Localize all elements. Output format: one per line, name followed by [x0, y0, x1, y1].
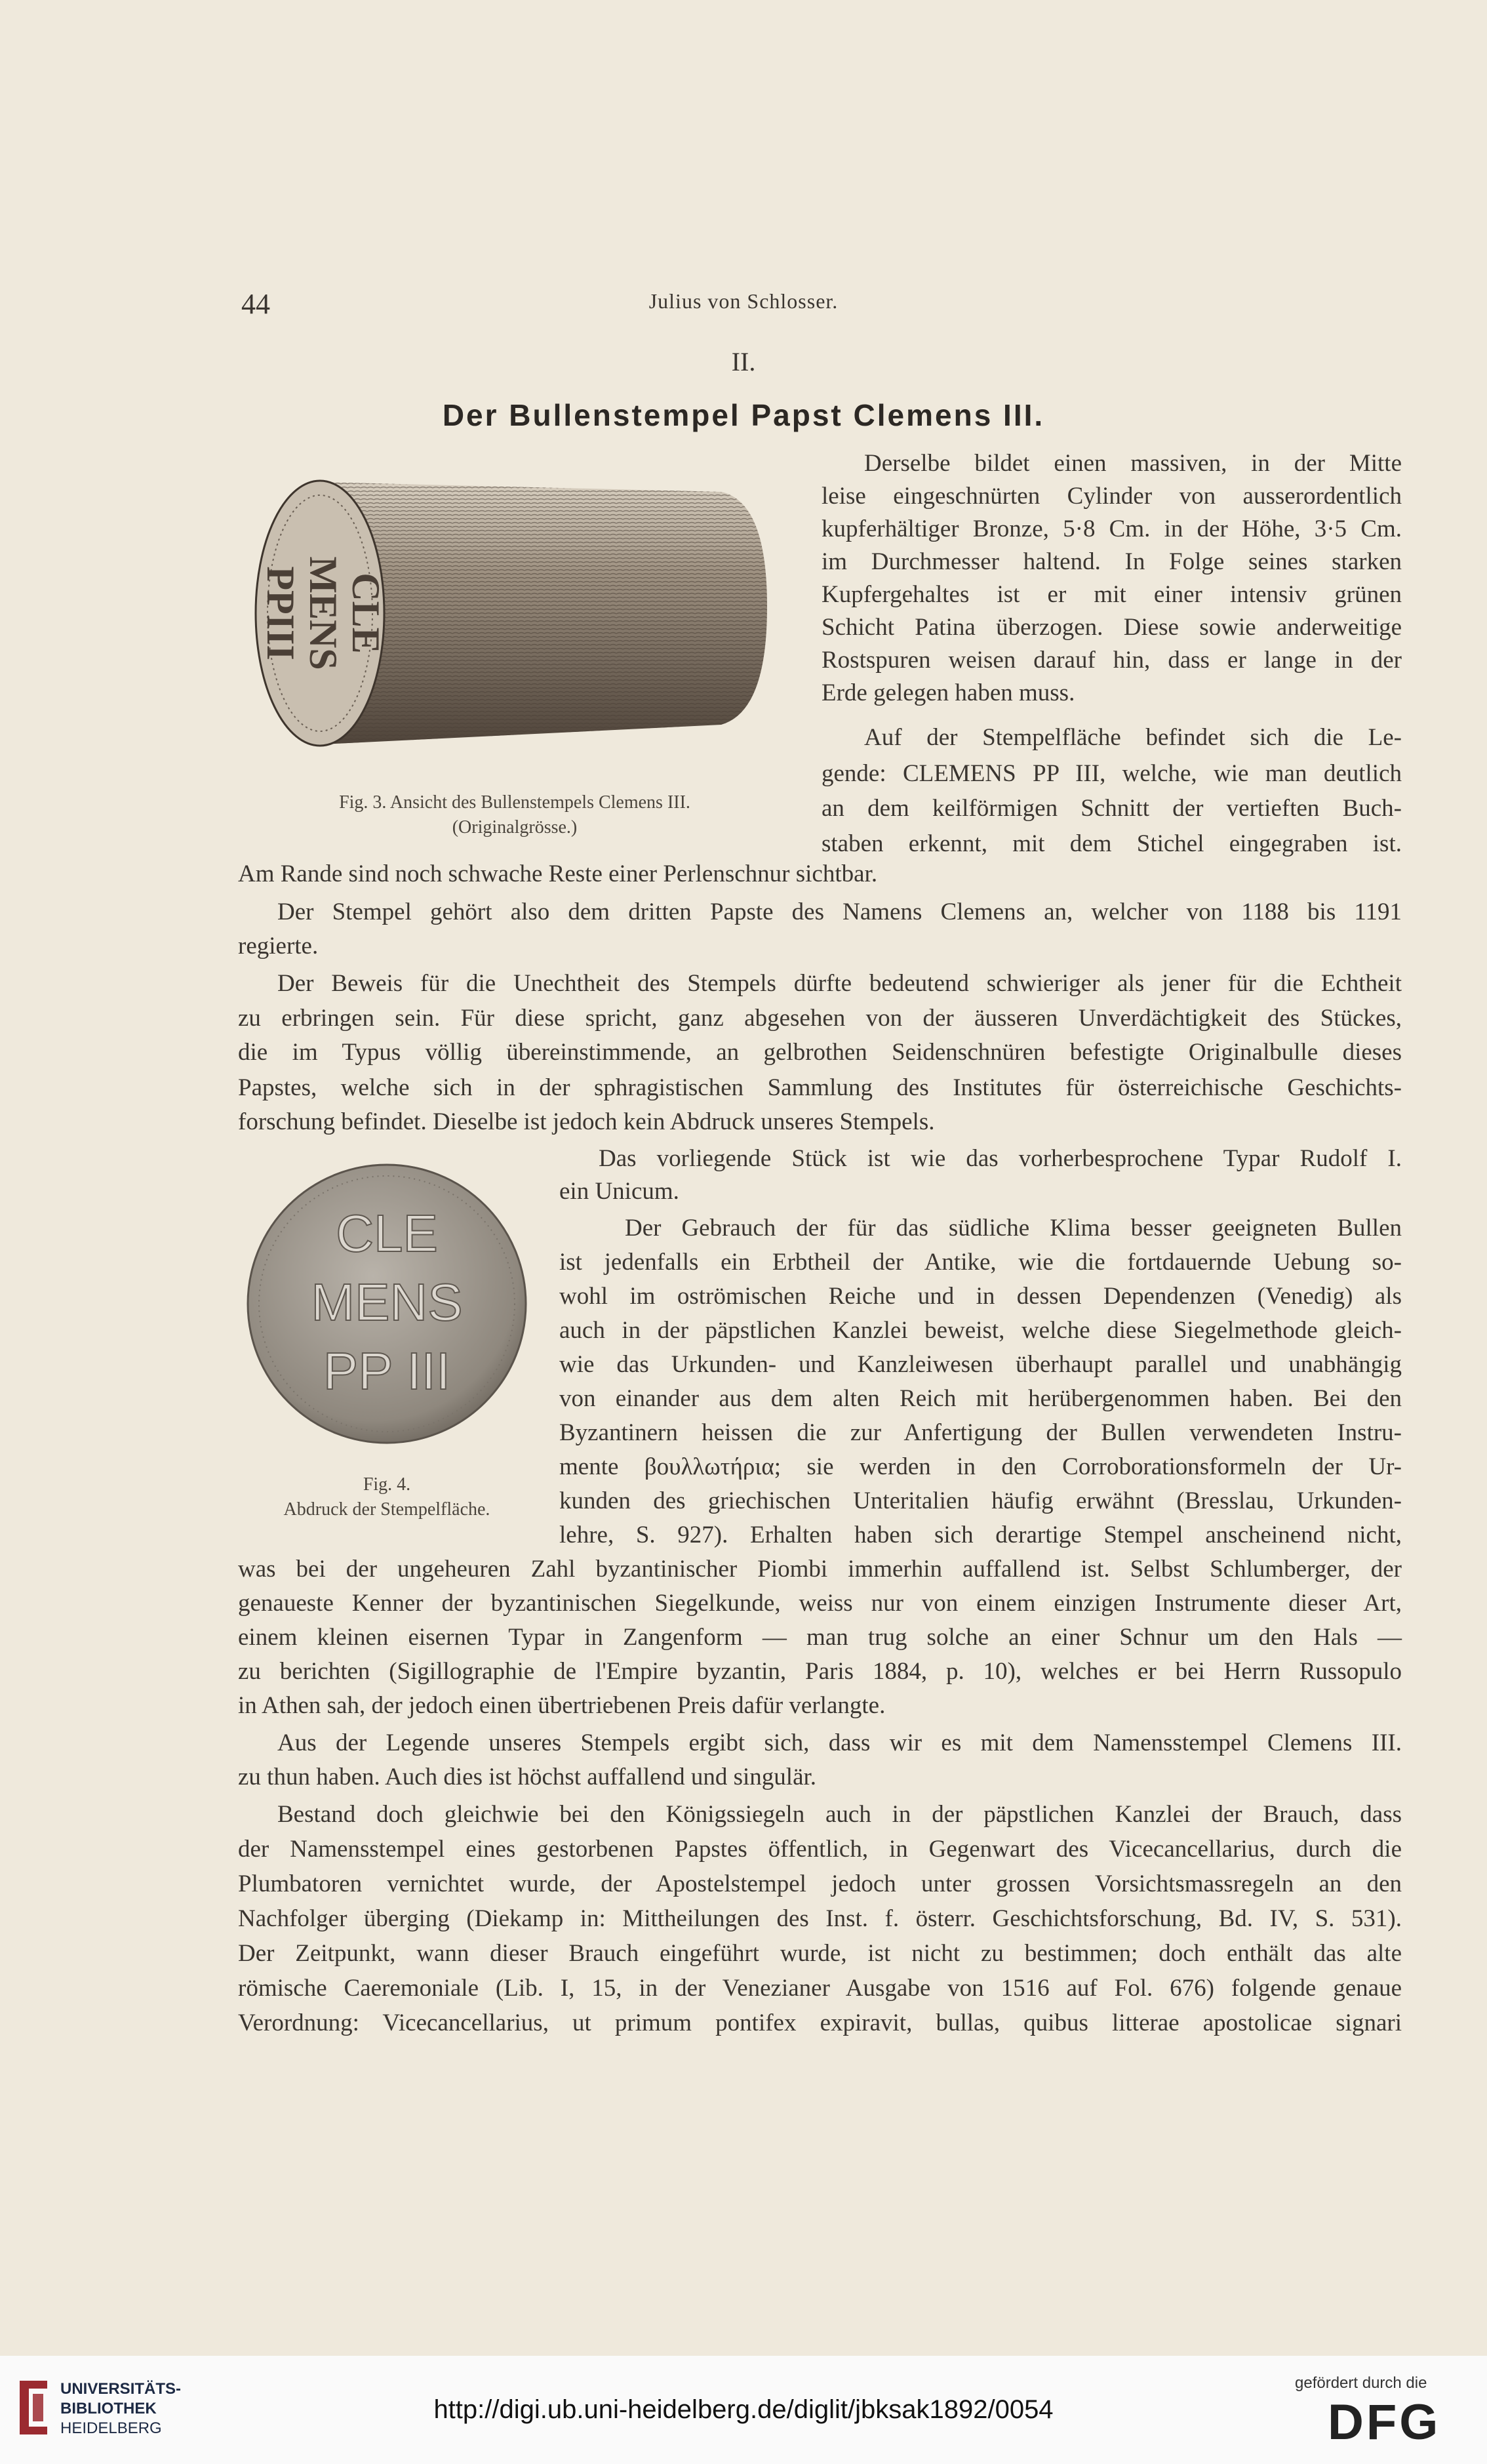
text-line: Kupfergehaltes ist er mit einer intensiv grünen: [822, 581, 1402, 608]
text-line: leise eingeschnürten Cylinder von ausserordentlich: [822, 483, 1402, 510]
svg-text:CLE: CLE: [344, 573, 387, 654]
text-line: Erde gelegen haben muss.: [822, 679, 1075, 706]
text-line: Nachfolger überging (Diekamp in: Mittheilungen des Inst. f. österr. Geschichtsforschung, Bd. IV, S. 531).: [238, 1905, 1402, 1932]
text-line: Byzantinern heissen die zur Anfertigung der Bullen verwendeten Instru-: [559, 1419, 1402, 1446]
figure-4-caption-line1: Fig. 4.: [363, 1474, 411, 1495]
text-line: Auf der Stempelfläche befindet sich die Le-: [864, 724, 1402, 751]
text-line: Derselbe bildet einen massiven, in der Mitte: [864, 450, 1402, 477]
text-line: Der Gebrauch der für das südliche Klima besser geeigneten Bullen: [625, 1215, 1402, 1242]
svg-text:PPIII: PPIII: [259, 566, 302, 660]
svg-text:MENS: MENS: [302, 556, 345, 670]
text-line: römische Caeremoniale (Lib. I, 15, in der Venezianer Ausgabe von 1516 auf Fol. 676) folgende genaue: [238, 1975, 1402, 2002]
text-line: zu erbringen sein. Für diese spricht, ganz abgesehen von der äusseren Unverdächtigkeit des Stückes,: [238, 1005, 1402, 1032]
figure-3-cylinder: [243, 462, 787, 764]
text-line: Papstes, welche sich in der sphragistischen Sammlung des Institutes für österreichische Geschichts-: [238, 1074, 1402, 1101]
text-line: der Namensstempel eines gestorbenen Papstes öffentlich, in Gegenwart des Vicecancellarius, durch die: [238, 1836, 1402, 1863]
seal-impression-drawing: [243, 1160, 531, 1448]
text-line: Verordnung: Vicecancellarius, ut primum pontifex expiravit, bullas, quibus litterae apostolicae signari: [238, 2010, 1402, 2036]
text-line: Rostspuren weisen darauf hin, dass er lange in der: [822, 647, 1402, 674]
funded-by-label: gefördert durch die: [1295, 2374, 1427, 2392]
dfg-logo: DFG: [1328, 2394, 1441, 2450]
text-line: Bestand doch gleichwie bei den Königssiegeln auch in der päpstlichen Kanzlei der Brauch, dass: [277, 1801, 1402, 1828]
text-line: regierte.: [238, 933, 319, 959]
library-name-line3: HEIDELBERG: [60, 2419, 162, 2437]
running-head: Julius von Schlosser.: [648, 289, 839, 313]
text-line: genaueste Kenner der byzantinischen Siegelkunde, weiss nur von einem einzigen Instrumente dieser Art,: [238, 1590, 1402, 1617]
text-line: wohl im oströmischen Reiche und in dessen Dependenzen (Venedig) als: [559, 1283, 1402, 1310]
figure-4-seal: [243, 1160, 531, 1448]
text-line: was bei der ungeheuren Zahl byzantinischer Piombi immerhin auffallend ist. Selbst Schlumberger, der: [238, 1556, 1402, 1583]
page-number: 44: [241, 288, 270, 320]
text-line: im Durchmesser haltend. In Folge seines starken: [822, 548, 1402, 575]
text-line: Schicht Patina überzogen. Diese sowie anderweitige: [822, 614, 1402, 641]
text-line: einem kleinen eisernen Typar in Zangenform — man trug solche an einer Schnur um den Hals —: [238, 1624, 1402, 1651]
text-line: die im Typus völlig übereinstimmende, an gelbrothen Seidenschnüren befestigte Originalbulle dieses: [238, 1039, 1402, 1066]
text-line: zu berichten (Sigillographie de l'Empire byzantin, Paris 1884, p. 10), welches er bei Herrn Russopulo: [238, 1658, 1402, 1685]
text-line: Der Stempel gehört also dem dritten Papste des Namens Clemens an, welcher von 1188 bis 1191: [277, 899, 1402, 925]
library-name-line2: BIBLIOTHEK: [60, 2400, 157, 2417]
figure-3-caption: [262, 790, 767, 840]
text-line: Der Beweis für die Unechtheit des Stempels dürfte bedeutend schwieriger als jener für die Echtheit: [277, 970, 1402, 997]
text-line: ist jedenfalls ein Erbtheil der Antike, wie die fortdauernde Uebung so-: [559, 1249, 1402, 1276]
figure-4-caption-line2: Abdruck der Stempelfläche.: [283, 1499, 490, 1520]
text-line: kunden des griechischen Unteritalien häufig erwähnt (Bresslau, Urkunden-: [559, 1487, 1402, 1514]
text-line: auch in der päpstlichen Kanzlei beweist, welche diese Siegelmethode gleich-: [559, 1317, 1402, 1344]
text-line: staben erkennt, mit dem Stichel eingegraben ist.: [822, 830, 1402, 857]
footer-banner: [0, 2356, 1487, 2464]
text-line: Plumbatoren vernichtet wurde, der Apostelstempel jedoch unter grossen Vorsichtsmassregeln an den: [238, 1870, 1402, 1897]
seal-line-2: MENS: [311, 1273, 463, 1331]
text-line: Der Zeitpunkt, wann dieser Brauch eingeführt wurde, ist nicht zu bestimmen; doch enthält das alte: [238, 1940, 1402, 1967]
figure-3-caption-line1: Fig. 3. Ansicht des Bullenstempels Clemens III.: [339, 792, 690, 813]
figure-4-caption: [229, 1472, 544, 1522]
text-line: an dem keilförmigen Schnitt der vertieften Buch-: [822, 795, 1402, 822]
figure-3-caption-line2: (Originalgrösse.): [452, 817, 578, 838]
text-line: zu thun haben. Auch dies ist höchst auffallend und singulär.: [238, 1764, 817, 1790]
text-line: Aus der Legende unseres Stempels ergibt sich, dass wir es mit dem Namensstempel Clemens III.: [277, 1729, 1402, 1756]
text-line: mente βουλλωτήρια; sie werden in den Corroborationsformeln der Ur-: [559, 1453, 1402, 1480]
text-line: Das vorliegende Stück ist wie das vorherbesprochene Typar Rudolf I.: [599, 1145, 1402, 1172]
library-name-line1: UNIVERSITÄTS-: [60, 2380, 182, 2398]
section-title: Der Bullenstempel Papst Clemens III.: [442, 398, 1045, 432]
section-number: II.: [731, 347, 756, 376]
text-line: lehre, S. 927). Erhalten haben sich derartige Stempel anscheinend nicht,: [559, 1522, 1402, 1548]
text-line: in Athen sah, der jedoch einen übertriebenen Preis dafür verlangte.: [238, 1692, 886, 1719]
source-url-link[interactable]: http://digi.ub.uni-heidelberg.de/diglit/jbksak1892/0054: [433, 2395, 1054, 2424]
text-line: forschung befindet. Dieselbe ist jedoch kein Abdruck unseres Stempels.: [238, 1108, 935, 1135]
seal-line-1: CLE: [336, 1204, 438, 1262]
seal-line-3: PP III: [323, 1342, 451, 1400]
text-line: kupferhältiger Bronze, 5·8 Cm. in der Höhe, 3·5 Cm.: [822, 515, 1402, 542]
text-line: von einander aus dem alten Reich mit herübergenommen haben. Bei den: [559, 1385, 1402, 1412]
text-line: gende: CLEMENS PP III, welche, wie man deutlich: [822, 760, 1402, 787]
text-line: wie das Urkunden- und Kanzleiwesen überhaupt parallel und unabhängig: [559, 1351, 1402, 1378]
cylinder-drawing: [243, 462, 787, 764]
text-line: Am Rande sind noch schwache Reste einer Perlenschnur sichtbar.: [238, 860, 878, 887]
text-line: ein Unicum.: [559, 1178, 679, 1205]
